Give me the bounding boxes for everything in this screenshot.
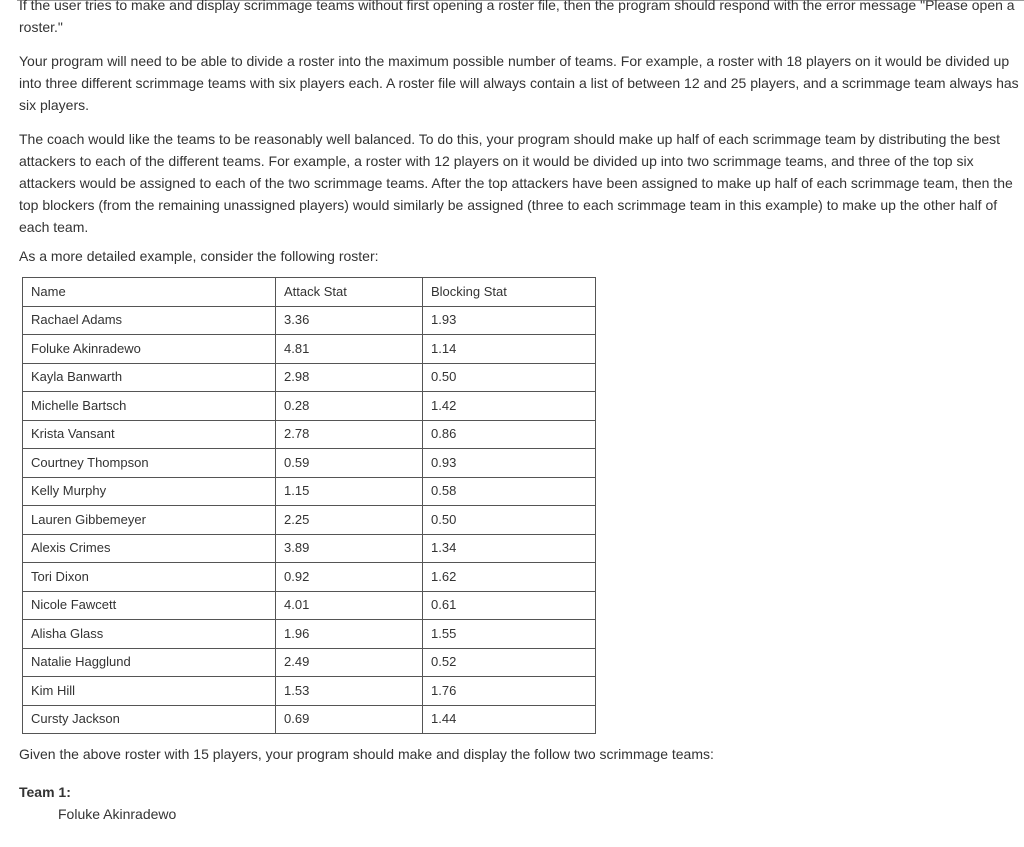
attack-stat-cell: 0.28 [276, 392, 423, 421]
player-name-cell: Lauren Gibbemeyer [23, 506, 276, 535]
attack-stat-cell: 2.25 [276, 506, 423, 535]
given-paragraph: Given the above roster with 15 players, your program should make and display the follow two scrimmage teams: [19, 746, 714, 762]
attack-stat-cell: 4.01 [276, 591, 423, 620]
team-1-list [19, 803, 1019, 825]
attack-stat-cell: 1.96 [276, 620, 423, 649]
team-member: Foluke Akinradewo [58, 806, 177, 822]
player-name-cell: Courtney Thompson [23, 449, 276, 478]
table-row [23, 335, 596, 364]
attack-stat-cell: 1.53 [276, 677, 423, 706]
attack-stat-cell: 0.69 [276, 705, 423, 734]
table-row [23, 677, 596, 706]
player-name-cell: Nicole Fawcett [23, 591, 276, 620]
column-header-attack: Attack Stat [276, 278, 423, 307]
table-row [23, 563, 596, 592]
attack-stat-cell: 0.59 [276, 449, 423, 478]
table-row [23, 392, 596, 421]
column-header-name: Name [23, 278, 276, 307]
attack-stat-cell: 0.92 [276, 563, 423, 592]
player-name-cell: Michelle Bartsch [23, 392, 276, 421]
blocking-stat-cell: 0.50 [423, 363, 596, 392]
divide-paragraph: Your program will need to be able to divide a roster into the maximum possible number of teams. For example, a roster with 18 players on it would be divided up into three different scrimmage teams with six players each. A roster file will always contain a list of between 12 and 25 players, and a scrimmage team always has six players. [19, 53, 1019, 113]
table-row [23, 420, 596, 449]
attack-stat-cell: 3.36 [276, 306, 423, 335]
table-row [23, 363, 596, 392]
table-row [23, 506, 596, 535]
attack-stat-cell: 4.81 [276, 335, 423, 364]
document-body [19, 0, 1019, 825]
blocking-stat-cell: 1.62 [423, 563, 596, 592]
player-name-cell: Foluke Akinradewo [23, 335, 276, 364]
attack-stat-cell: 2.78 [276, 420, 423, 449]
table-row [23, 306, 596, 335]
player-name-cell: Rachael Adams [23, 306, 276, 335]
table-row [23, 591, 596, 620]
blocking-stat-cell: 0.61 [423, 591, 596, 620]
player-name-cell: Kayla Banwarth [23, 363, 276, 392]
blocking-stat-cell: 1.34 [423, 534, 596, 563]
player-name-cell: Kelly Murphy [23, 477, 276, 506]
player-name-cell: Kim Hill [23, 677, 276, 706]
blocking-stat-cell: 0.50 [423, 506, 596, 535]
player-name-cell: Alexis Crimes [23, 534, 276, 563]
roster-table [22, 277, 596, 734]
player-name-cell: Alisha Glass [23, 620, 276, 649]
table-row [23, 648, 596, 677]
player-name-cell: Cursty Jackson [23, 705, 276, 734]
player-name-cell: Natalie Hagglund [23, 648, 276, 677]
column-header-blocking: Blocking Stat [423, 278, 596, 307]
blocking-stat-cell: 1.55 [423, 620, 596, 649]
blocking-stat-cell: 1.14 [423, 335, 596, 364]
attack-stat-cell: 3.89 [276, 534, 423, 563]
table-row [23, 705, 596, 734]
blocking-stat-cell: 0.86 [423, 420, 596, 449]
table-row [23, 477, 596, 506]
blocking-stat-cell: 1.44 [423, 705, 596, 734]
balance-paragraph: The coach would like the teams to be reasonably well balanced. To do this, your program should make up half of each scrimmage team by distributing the best attackers to each of the different teams. For example, a roster with 12 players on it would be divided up into two scrimmage teams, and three of the top six attackers would be assigned to each of the two scrimmage teams. After the top attackers have been assigned to make up half of each scrimmage team, then the top blockers (from the remaining unassigned players) would similarly be assigned (three to each scrimmage team in this example) to make up the other half of each team. [19, 131, 1013, 235]
attack-stat-cell: 1.15 [276, 477, 423, 506]
blocking-stat-cell: 0.58 [423, 477, 596, 506]
player-name-cell: Krista Vansant [23, 420, 276, 449]
blocking-stat-cell: 1.76 [423, 677, 596, 706]
table-row [23, 620, 596, 649]
blocking-stat-cell: 0.93 [423, 449, 596, 478]
example-intro: As a more detailed example, consider the following roster: [19, 248, 379, 264]
table-row [23, 449, 596, 478]
blocking-stat-cell: 0.52 [423, 648, 596, 677]
blocking-stat-cell: 1.42 [423, 392, 596, 421]
blocking-stat-cell: 1.93 [423, 306, 596, 335]
attack-stat-cell: 2.49 [276, 648, 423, 677]
team-1-heading: Team 1: [19, 784, 71, 800]
table-row [23, 534, 596, 563]
attack-stat-cell: 2.98 [276, 363, 423, 392]
table-header-row [23, 278, 596, 307]
player-name-cell: Tori Dixon [23, 563, 276, 592]
error-paragraph: If the user tries to make and display scrimmage teams without first opening a roster file, then the program should respond with the error message "Please open a roster." [19, 0, 1015, 35]
